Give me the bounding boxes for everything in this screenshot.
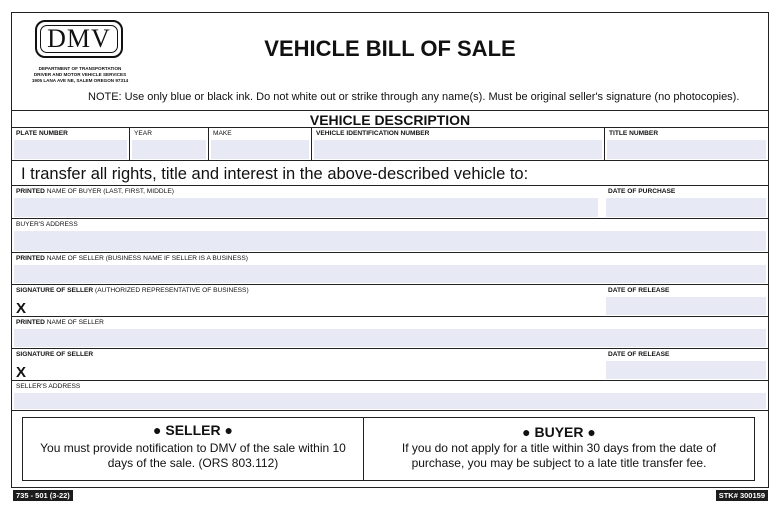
buyer-name-row: [12, 185, 768, 218]
date-purchase-cell[interactable]: [604, 186, 768, 218]
seller-notice: [23, 418, 364, 480]
signature-x-mark-1: X: [16, 300, 27, 317]
buyer-notice: [364, 418, 754, 480]
buyer-address-label: BUYER'S ADDRESS: [16, 221, 78, 228]
seller2-label-rest: NAME OF SELLER: [44, 319, 104, 326]
buyer-address-row[interactable]: [12, 218, 768, 252]
date-release-label-1: DATE OF RELEASE: [608, 287, 670, 294]
sig1-label-rest: (AUTHORIZED REPRESENTATIVE OF BUSINESS): [93, 287, 249, 294]
buyer-name-cell[interactable]: [12, 186, 600, 218]
notices-box: [22, 417, 755, 481]
seller-signature-label-1: [16, 287, 249, 294]
year-field[interactable]: [132, 140, 206, 159]
vin-field[interactable]: [314, 140, 602, 159]
vin-label: VEHICLE IDENTIFICATION NUMBER: [316, 130, 430, 137]
seller-address-field[interactable]: [14, 393, 766, 409]
dept-line-1: DEPARTMENT OF TRANSPORTATION: [38, 66, 122, 71]
seller-signature-label-2: SIGNATURE OF SELLER: [16, 351, 94, 358]
seller-name-row[interactable]: [12, 252, 768, 284]
seller-notice-text: You must provide notification to DMV of the sale within 10 days of the sale. (ORS 803.112): [40, 441, 346, 470]
make-field[interactable]: [211, 140, 309, 159]
buyer-name-label-rest: NAME OF BUYER (LAST, FIRST, MIDDLE): [44, 188, 174, 195]
dmv-logo-text: DMV: [40, 25, 118, 53]
transfer-statement: I transfer all rights, title and interest in the above-described vehicle to:: [12, 160, 768, 185]
seller-signature-cell-1[interactable]: [12, 285, 600, 316]
form-number: 735 - 501 (3-22): [13, 490, 73, 501]
plate-number-field[interactable]: [14, 140, 127, 159]
department-address: [27, 66, 133, 84]
date-purchase-label: DATE OF PURCHASE: [608, 188, 676, 195]
seller2-label-bold: PRINTED: [16, 319, 45, 326]
seller-name-field[interactable]: [14, 265, 766, 283]
seller-name-field-2[interactable]: [14, 329, 766, 347]
make-cell[interactable]: [208, 128, 311, 160]
ink-note: NOTE: Use only blue or black ink. Do not white out or strike through any name(s). Must be original seller's signature (no photocopies).: [88, 91, 740, 103]
make-label: MAKE: [213, 130, 232, 137]
seller-name-label-bold: PRINTED: [16, 255, 45, 262]
signature-x-mark-2: X: [16, 364, 27, 381]
buyer-notice-text: If you do not apply for a title within 30 days from the date of purchase, you may be subject to a late title transfer fee.: [401, 441, 717, 470]
form-title: VEHICLE BILL OF SALE: [264, 36, 516, 61]
seller-signature-row-1: [12, 284, 768, 316]
plate-number-label: PLATE NUMBER: [16, 130, 68, 137]
buyer-name-field[interactable]: [14, 198, 598, 217]
date-release-field-2[interactable]: [606, 361, 766, 379]
seller-signature-cell-2[interactable]: [12, 349, 600, 380]
buyer-name-label: [16, 188, 174, 195]
dept-line-2: DRIVER AND MOTOR VEHICLE SERVICES: [33, 72, 127, 77]
seller-signature-row-2: [12, 348, 768, 380]
seller-name-row-2[interactable]: [12, 316, 768, 348]
vehicle-description-row: [12, 127, 768, 160]
seller-name-label-2: [16, 319, 104, 326]
year-label: YEAR: [134, 130, 152, 137]
seller-notice-title-text: SELLER: [165, 422, 221, 438]
dmv-logo: [35, 20, 123, 58]
seller-name-label-rest: NAME OF SELLER (BUSINESS NAME IF SELLER IS A BUSINESS): [44, 255, 248, 262]
date-release-cell-1[interactable]: [604, 285, 768, 316]
date-purchase-field[interactable]: [606, 198, 766, 217]
buyer-notice-title-text: BUYER: [534, 424, 584, 440]
vin-cell[interactable]: [311, 128, 604, 160]
date-release-field-1[interactable]: [606, 297, 766, 315]
buyer-name-label-bold: PRINTED: [16, 188, 45, 195]
seller-address-label: SELLER'S ADDRESS: [16, 383, 81, 390]
plate-number-cell[interactable]: [12, 128, 129, 160]
buyer-address-field[interactable]: [14, 231, 766, 251]
title-number-label: TITLE NUMBER: [609, 130, 659, 137]
title-number-cell[interactable]: [604, 128, 768, 160]
date-release-cell-2[interactable]: [604, 349, 768, 380]
stock-number: STK# 300159: [716, 490, 768, 501]
title-number-field[interactable]: [607, 140, 766, 159]
buyer-notice-title: ● BUYER ●: [522, 424, 596, 440]
sig1-label-bold: SIGNATURE OF SELLER: [16, 287, 94, 294]
seller-name-label: [16, 255, 248, 262]
seller-notice-title: ● SELLER ●: [153, 422, 233, 438]
year-cell[interactable]: [129, 128, 208, 160]
dept-line-3: 1905 LANA AVE NE, SALEM OREGON 97314: [31, 78, 129, 83]
date-release-label-2: DATE OF RELEASE: [608, 351, 670, 358]
seller-address-row[interactable]: [12, 380, 768, 411]
dmv-logo-block: [25, 20, 133, 83]
vehicle-description-heading: VEHICLE DESCRIPTION: [12, 110, 768, 127]
